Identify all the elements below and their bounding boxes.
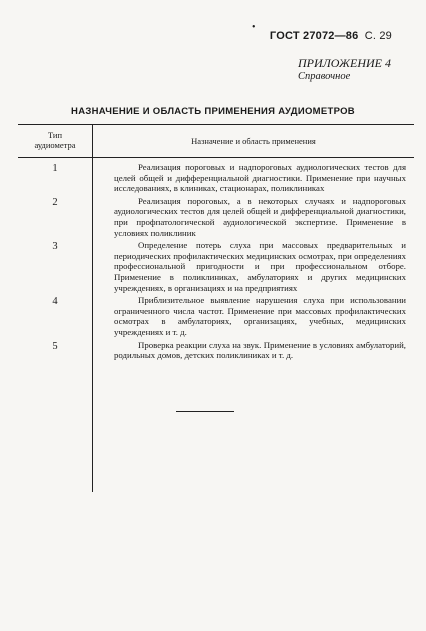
column-header-type: [18, 130, 92, 150]
row-type-number: 4: [52, 296, 58, 308]
table-row: [18, 196, 414, 238]
end-rule: [176, 411, 234, 412]
row-description: Реализация пороговых, а в некоторых случаях и надпороговых аудиологических тестов для целей общей и дифференциальной диагностики, при профпатологической аудиологической экспертизе. Применение в условиях поликлиник: [114, 195, 406, 238]
standard-number: ГОСТ 27072—86: [269, 30, 359, 42]
row-type-number: 2: [52, 196, 58, 208]
table-row: [18, 162, 414, 194]
appendix-label: ПРИЛОЖЕНИЕ 4: [298, 56, 391, 70]
appendix-type: Справочное: [298, 71, 351, 82]
row-description: Определение потерь слуха при массовых предварительных и периодических профилактических медицинских осмотрах, при определениях профессиональной пригодности и при профессиональном отборе. Применение в поликлиниках, амбулаториях и других медицинских учреждениях, в организациях и на предприятиях: [114, 240, 406, 293]
table-top-rule: [18, 124, 414, 125]
table-row: [18, 340, 414, 361]
column-header-purpose: Назначение и область применения: [191, 136, 316, 146]
appendix-heading: [298, 56, 391, 84]
page-header: [270, 30, 392, 42]
table-row: [18, 295, 414, 337]
table-header-rule: [18, 157, 414, 158]
row-description: Реализация пороговых и надпороговых аудиологических тестов для целей общей и дифференциальной диагностики. Применение при научных исследованиях, в клиниках, стационарах, поликлиниках: [114, 162, 406, 194]
page-mark: •: [252, 22, 256, 33]
row-description: Проверка реакции слуха на звук. Применение в условиях амбулаторий, родильных домов, детских поликлиниках и т. д.: [114, 339, 406, 361]
row-type-number: 5: [52, 340, 58, 352]
table-body: [18, 162, 414, 363]
row-description: Приблизительное выявление нарушения слуха при использовании ограниченного числа частот. Применение при массовых профилактических осмотрах в амбулаториях, организациях, учебных, медицинских учреждениях и т. д.: [114, 295, 406, 337]
page-number: С. 29: [364, 30, 392, 42]
row-type-number: 1: [52, 163, 58, 174]
column-header-type-line1: Тип: [47, 130, 63, 140]
column-header-type-line2: аудиометра: [34, 140, 76, 150]
row-type-number: 3: [52, 241, 58, 253]
document-title: НАЗНАЧЕНИЕ И ОБЛАСТЬ ПРИМЕНЕНИЯ АУДИОМЕТРОВ: [71, 106, 355, 117]
table-row: [18, 240, 414, 293]
